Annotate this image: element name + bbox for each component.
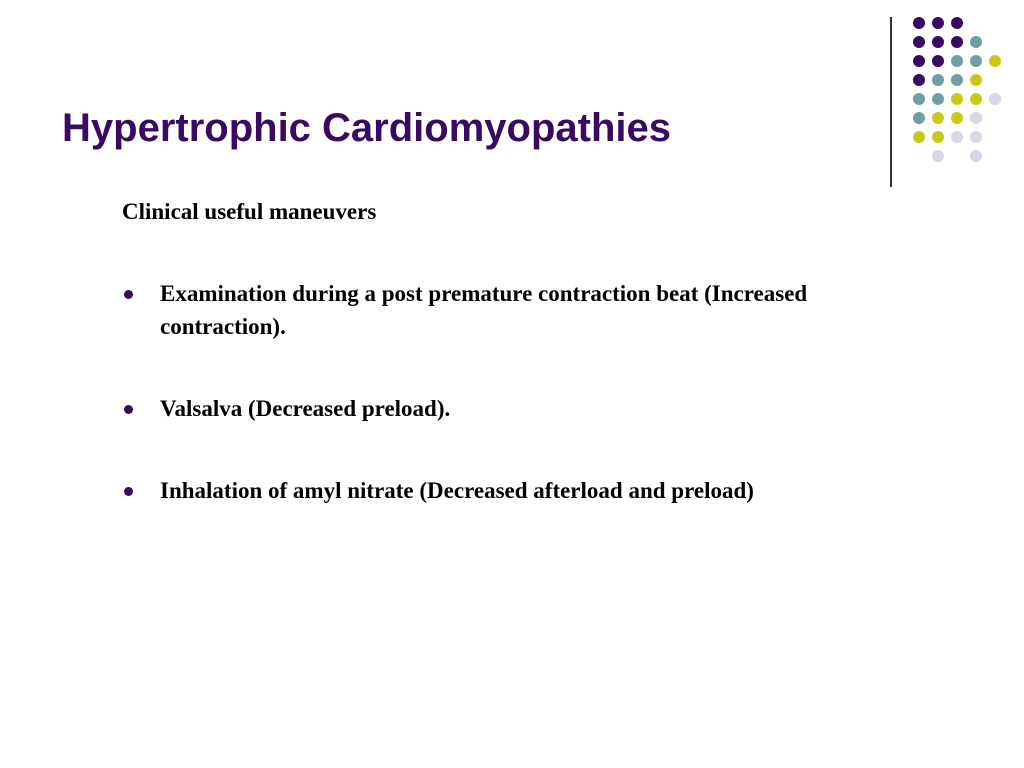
decor-dot [951, 131, 963, 143]
bullet-list [122, 277, 882, 507]
decor-dot [951, 112, 963, 124]
decor-dot [951, 93, 963, 105]
decor-dot [970, 55, 982, 67]
bullet-text: Valsalva (Decreased preload). [160, 396, 451, 421]
bullet-text: Examination during a post premature contraction beat (Increased contraction). [160, 281, 808, 339]
section-heading: Clinical useful maneuvers [122, 199, 377, 224]
decor-dot [970, 93, 982, 105]
decor-dot [913, 36, 925, 48]
decor-dot [913, 74, 925, 86]
decor-dot [932, 131, 944, 143]
decor-dot [951, 55, 963, 67]
slide-title: Hypertrophic Cardiomyopathies [62, 106, 672, 150]
list-item [122, 277, 882, 343]
decor-dot [932, 17, 944, 29]
decor-dot [970, 112, 982, 124]
list-item [122, 392, 882, 425]
bullet-dot-icon [124, 290, 133, 299]
decor-dot [970, 74, 982, 86]
decor-dot [989, 55, 1001, 67]
decor-dot [913, 112, 925, 124]
decor-dot [932, 74, 944, 86]
bullet-dot-icon [124, 405, 133, 414]
decor-dot [951, 36, 963, 48]
decor-dot [932, 36, 944, 48]
decor-dot [913, 93, 925, 105]
decor-dot [951, 74, 963, 86]
decor-dot [932, 55, 944, 67]
slide-body [122, 195, 882, 507]
bullet-dot-icon [124, 487, 133, 496]
decor-dot [970, 150, 982, 162]
decor-dot [913, 131, 925, 143]
decor-dot [970, 36, 982, 48]
decor-dot [989, 93, 1001, 105]
list-item [122, 474, 882, 507]
decor-dot [951, 17, 963, 29]
decor-dot [932, 112, 944, 124]
decor-dot [932, 150, 944, 162]
decor-dot [913, 17, 925, 29]
decor-dot [970, 131, 982, 143]
bullet-text: Inhalation of amyl nitrate (Decreased afterload and preload) [160, 478, 754, 503]
dot-grid-icon [0, 0, 1024, 200]
decor-dot [913, 55, 925, 67]
decor-dot [932, 93, 944, 105]
